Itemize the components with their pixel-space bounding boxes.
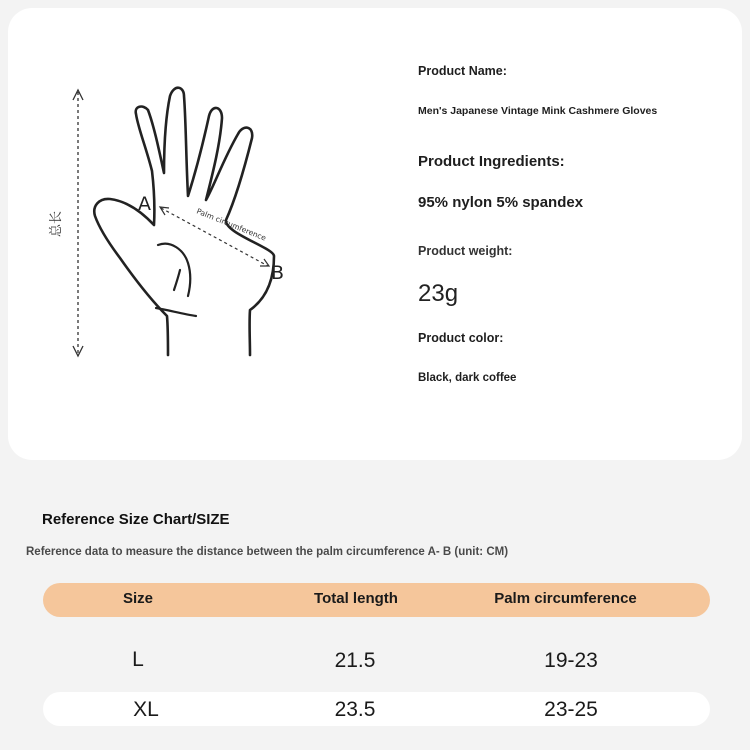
size-chart-note: Reference data to measure the distance between the palm circumference A- B (unit: CM) <box>26 546 509 558</box>
header-total-length: Total length <box>314 590 398 607</box>
product-name-value: Men's Japanese Vintage Mink Cashmere Gloves <box>418 105 658 117</box>
product-ingredients-label: Product Ingredients: <box>418 153 565 170</box>
size-chart-title: Reference Size Chart/SIZE <box>42 511 230 528</box>
palm-circumference-label: Palm circumference <box>195 206 268 243</box>
size-table-header <box>43 583 710 617</box>
row-l-size: L <box>132 648 144 671</box>
point-a-label: A <box>138 193 151 215</box>
product-color-label: Product color: <box>418 331 504 345</box>
row-xl-size: XL <box>133 698 159 721</box>
total-length-arrow <box>73 90 83 356</box>
total-length-label: 总长 <box>49 210 64 238</box>
hand-diagram-svg <box>38 78 328 368</box>
header-size: Size <box>122 590 153 607</box>
size-table-row <box>43 692 710 726</box>
row-xl-palm-circumference: 23-25 <box>544 698 598 721</box>
product-ingredients-value: 95% nylon 5% spandex <box>418 194 584 211</box>
product-weight-value: 23g <box>418 280 459 307</box>
product-color-value: Black, dark coffee <box>418 372 517 384</box>
row-l-total-length: 21.5 <box>334 649 376 672</box>
row-l-palm-circumference: 19-23 <box>544 649 598 672</box>
row-xl-total-length: 23.5 <box>334 698 376 721</box>
product-name-label: Product Name: <box>418 64 507 78</box>
product-weight-label: Product weight: <box>418 244 513 258</box>
header-palm-circumference: Palm circumference <box>494 590 637 607</box>
point-b-label: B <box>271 262 285 284</box>
hand-measurement-diagram <box>38 78 328 368</box>
product-info-card <box>8 8 742 460</box>
palm-crease <box>174 270 180 290</box>
